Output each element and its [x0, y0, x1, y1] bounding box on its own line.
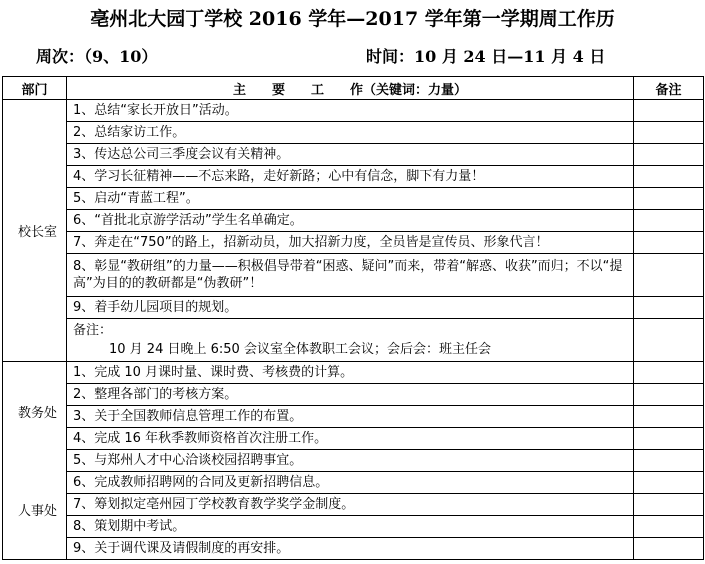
table-row [3, 144, 704, 166]
time-label: 时间：10 月 24 日—11 月 4 日 [366, 47, 606, 66]
work-item: 2、总结家访工作。 [67, 122, 634, 144]
table-row [3, 297, 704, 319]
remark-cell [67, 319, 634, 362]
table-row [3, 538, 704, 560]
header-dept: 部门 [3, 77, 67, 100]
work-calendar-table [2, 76, 704, 560]
work-item: 1、总结“家长开放日”活动。 [67, 100, 634, 122]
table-row [3, 122, 704, 144]
note-cell [634, 384, 704, 406]
table-row [3, 166, 704, 188]
work-item: 7、奔走在“750”的路上，招新动员，加大招新力度，全员皆是宣传员、形象代言！ [67, 232, 634, 254]
note-cell [634, 538, 704, 560]
work-item: 4、完成 16 年秋季教师资格首次注册工作。 [67, 428, 634, 450]
note-cell [634, 472, 704, 494]
table-row [3, 406, 704, 428]
dept-academic-affairs: 教务处 [17, 405, 57, 421]
table-row [3, 188, 704, 210]
week-label: 周次：（9、10） [36, 47, 158, 66]
note-cell [634, 144, 704, 166]
note-cell [634, 122, 704, 144]
work-item: 2、整理各部门的考核方案。 [67, 384, 634, 406]
dept-principal-office: 校长室 [3, 100, 67, 362]
note-cell [634, 319, 704, 362]
work-item: 3、关于全国教师信息管理工作的布置。 [67, 406, 634, 428]
note-cell [634, 166, 704, 188]
work-item: 7、筹划拟定亳州园丁学校教育教学奖学金制度。 [67, 494, 634, 516]
dept-human-resources: 人事处 [17, 504, 57, 520]
note-cell [634, 210, 704, 232]
note-cell [634, 516, 704, 538]
work-item: 9、着手幼儿园项目的规划。 [67, 297, 634, 319]
remark-text: 10 月 24 日晚上 6:50 会议室全体教职工会议；会后会：班主任会 [109, 342, 491, 357]
remark-label: 备注： [73, 323, 113, 338]
header-note: 备注 [634, 77, 704, 100]
note-cell [634, 494, 704, 516]
table-row [3, 210, 704, 232]
note-cell [634, 188, 704, 210]
note-cell [634, 297, 704, 319]
work-item: 4、学习长征精神——不忘来路，走好新路；心中有信念，脚下有力量！ [67, 166, 634, 188]
table-row [3, 362, 704, 384]
work-item: 1、完成 10 月课时量、课时费、考核费的计算。 [67, 362, 634, 384]
table-row [3, 494, 704, 516]
work-item: 9、关于调代课及请假制度的再安排。 [67, 538, 634, 560]
table-row [3, 516, 704, 538]
table-row [3, 472, 704, 494]
work-item: 6、完成教师招聘网的合同及更新招聘信息。 [67, 472, 634, 494]
table-row [3, 254, 704, 297]
table-row [3, 450, 704, 472]
work-item: 5、与郑州人才中心洽谈校园招聘事宜。 [67, 450, 634, 472]
note-cell [634, 100, 704, 122]
header-work: 主 要 工 作（关键词：力量） [67, 77, 634, 100]
note-cell [634, 428, 704, 450]
table-row [3, 428, 704, 450]
work-item: 8、策划期中考试。 [67, 516, 634, 538]
work-item: 6、“首批北京游学活动”学生名单确定。 [67, 210, 634, 232]
note-cell [634, 362, 704, 384]
table-row [3, 384, 704, 406]
header-row [3, 77, 704, 100]
note-cell [634, 406, 704, 428]
table-row [3, 100, 704, 122]
note-cell [634, 254, 704, 297]
note-cell [634, 450, 704, 472]
work-item: 5、启动“青蓝工程”。 [67, 188, 634, 210]
work-item: 8、彰显“教研组”的力量——积极倡导带着“困惑、疑问”而来，带着“解惑、收获”而归；不以“提高”为目的的教研都是“伪教研”！ [67, 254, 634, 297]
note-cell [634, 232, 704, 254]
table-row [3, 232, 704, 254]
table-row [3, 319, 704, 362]
dept-academic-hr [3, 362, 67, 560]
page-title: 亳州北大园丁学校 2016 学年—2017 学年第一学期周工作历 [90, 8, 615, 30]
work-item: 3、传达总公司三季度会议有关精神。 [67, 144, 634, 166]
